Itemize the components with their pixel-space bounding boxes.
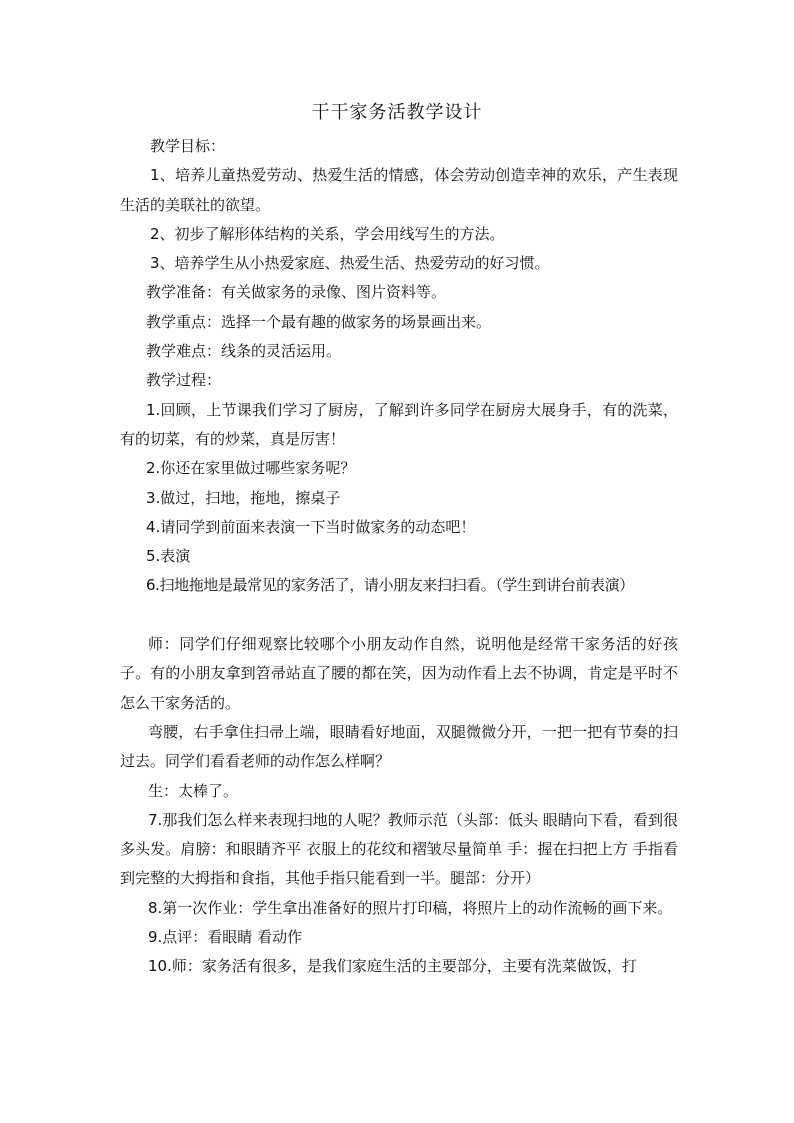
paragraph-demonstration: 弯腰，右手拿住扫帚上端，眼睛看好地面，双腿微微分开，一把一把有节奏的扫过去。同学们看看老师的动作怎么样啊？ xyxy=(120,722,678,771)
document-title: 干干家务活教学设计 xyxy=(311,102,483,123)
paragraph-key-point: 教学重点：选择一个最有趣的做家务的场景画出来。 xyxy=(146,312,492,331)
paragraph-step-4: 4.请同学到前面来表演一下当时做家务的动态吧！ xyxy=(146,517,476,536)
paragraph-step-3: 3.做过，扫地，拖地，擦桌子 xyxy=(146,488,341,507)
paragraph-step-7: 7.那我们怎么样来表现扫地的人呢？教师示范（头部：低头 眼睛向下看，看到很多头发。肩膀：和眼睛齐平 衣服上的花纹和褶皱尽量简单 手：握在扫把上方 手指看到完整的大拇指和食指，其他手指只能看到一半。腿部：分开） xyxy=(120,810,678,888)
paragraph-step-1: 1.回顾，上节课我们学习了厨房，了解到许多同学在厨房大展身手，有的洗菜，有的切菜，有的炒菜，真是厉害！ xyxy=(120,400,678,448)
paragraph-objective-1: 1、培养儿童热爱劳动、热爱生活的情感，体会劳动创造幸神的欢乐，产生表现生活的美联社的欲望。 xyxy=(120,166,678,214)
paragraph-step-5: 5.表演 xyxy=(146,547,191,566)
paragraph-student-reply: 生：太棒了。 xyxy=(148,781,239,800)
paragraph-objectives-heading: 教学目标： xyxy=(150,137,226,155)
paragraph-step-2: 2.你还在家里做过哪些家务呢？ xyxy=(146,459,356,478)
paragraph-step-8: 8.第一次作业：学生拿出准备好的照片打印稿，将照片上的动作流畅的画下来。 xyxy=(148,898,673,917)
document-body xyxy=(120,132,678,982)
blank-line xyxy=(120,601,678,630)
paragraph-difficulty: 教学难点：线条的灵活运用。 xyxy=(146,342,342,361)
paragraph-teacher-remark: 师：同学们仔细观察比较哪个小朋友动作自然，说明他是经常干家务活的好孩子。有的小朋友拿到笤帚站直了腰的都在笑，因为动作看上去不协调，肯定是平时不怎么干家务活的。 xyxy=(120,635,678,712)
paragraph-preparation: 教学准备：有关做家务的录像、图片资料等。 xyxy=(146,283,447,302)
paragraph-step-10: 10.师：家务活有很多，是我们家庭生活的主要部分，主要有洗菜做饭，打 xyxy=(148,957,637,976)
paragraph-step-9: 9.点评：看眼睛 看动作 xyxy=(148,928,303,947)
paragraph-objective-3: 3、培养学生从小热爱家庭、热爱生活、热爱劳动的好习惯。 xyxy=(150,254,550,273)
paragraph-step-6: 6.扫地拖地是最常见的家务活了，请小朋友来扫扫看。（学生到讲台前表演） xyxy=(146,576,634,595)
paragraph-objective-2: 2、初步了解形体结构的关系，学会用线写生的方法。 xyxy=(150,224,505,243)
paragraph-process-heading: 教学过程： xyxy=(146,371,222,390)
